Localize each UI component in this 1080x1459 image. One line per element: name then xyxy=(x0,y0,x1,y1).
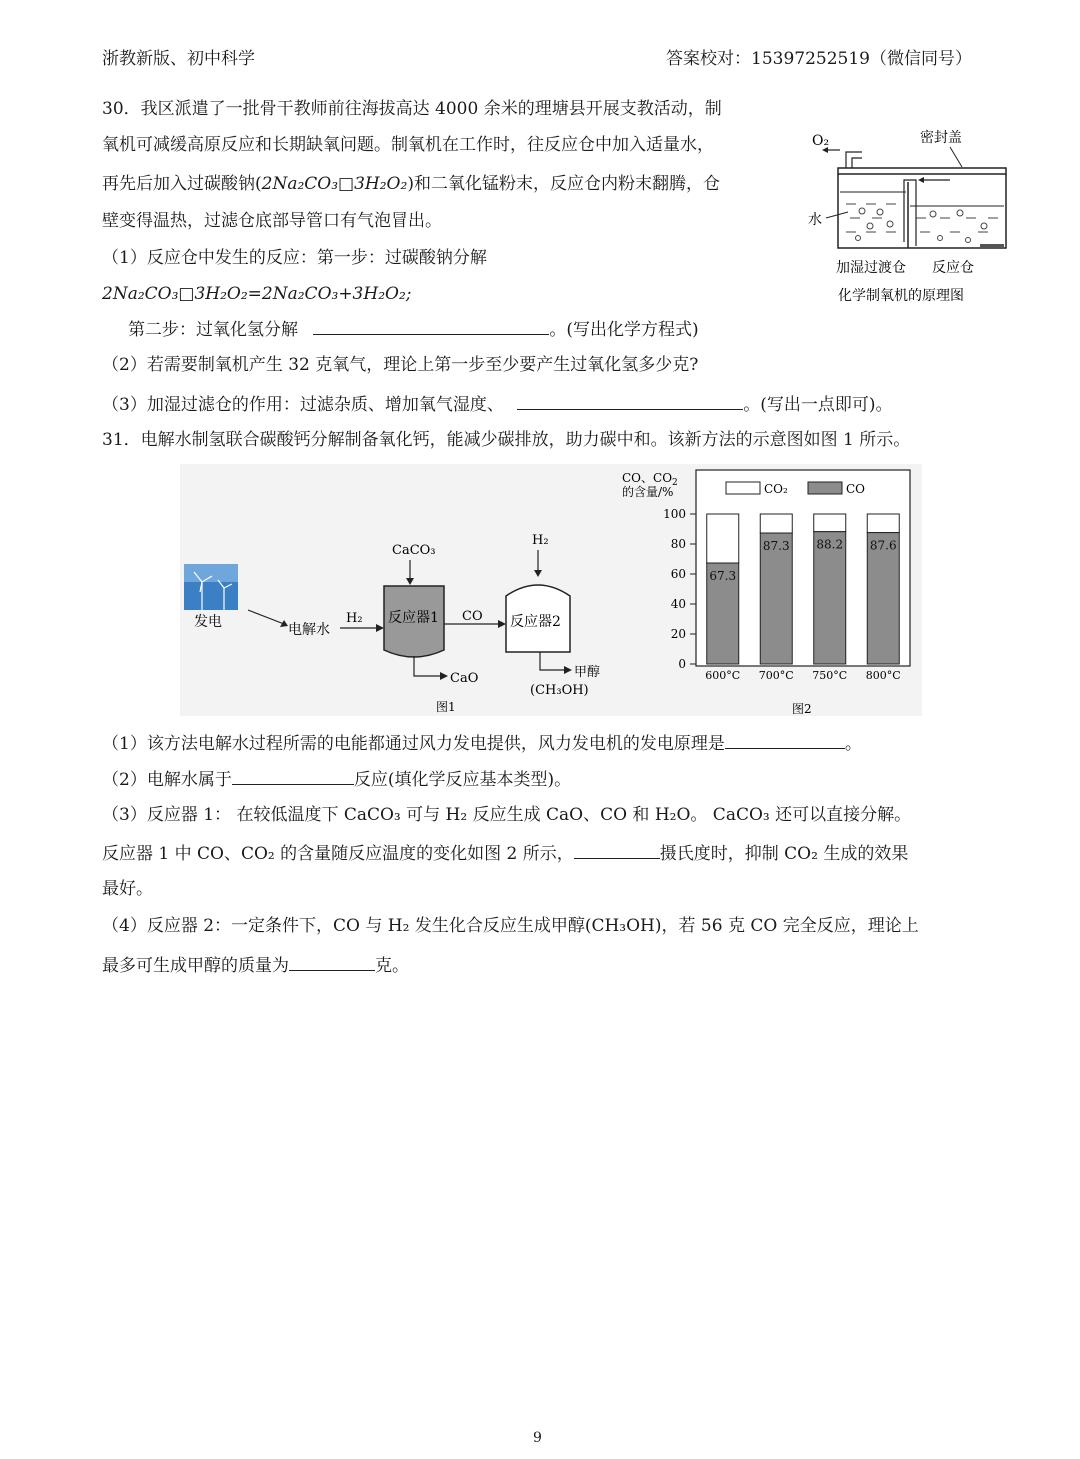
q31-sub2-label: （2）电解水属于 xyxy=(102,770,232,790)
q30-sub3-suffix: 。(写出一点即可)。 xyxy=(743,395,893,415)
co-label: CO xyxy=(462,609,483,624)
methanol-label: 甲醇 xyxy=(574,665,601,680)
q31-sub1-label: （1）该方法电解水过程所需的电能都通过风力发电提供，风力发电机的发电原理是 xyxy=(102,734,725,754)
legend-co2-label: CO₂ xyxy=(764,482,788,496)
gas-arrow-head-inner xyxy=(918,177,924,183)
tank-outline xyxy=(838,174,1006,248)
legend-co-label: CO xyxy=(846,482,866,496)
q31-sub4-line2 xyxy=(102,952,409,978)
y-tick-label: 0 xyxy=(678,657,686,671)
header-left: 浙教新版、初中科学 xyxy=(102,49,255,69)
q31-sub3-line3: 最好。 xyxy=(102,879,153,899)
x-tick-label-0: 600°C xyxy=(705,669,741,682)
answer-blank-temperature[interactable] xyxy=(574,840,660,859)
o2-outlet-tube xyxy=(846,152,862,168)
q31-sub4-line1: （4）反应器 2：一定条件下，CO 与 H₂ 发生化合反应生成甲醇(CH₃OH)，若 56 克 CO 完全反应，理论上 xyxy=(102,916,919,936)
q30-line4: 壁变得温热，过滤仓底部导管口有气泡冒出。 xyxy=(102,211,442,231)
q31-sub3-line2-a: 反应器 1 中 CO、CO₂ 的含量随反应温度的变化如图 2 所示， xyxy=(102,844,574,864)
arrow-methanol xyxy=(564,666,572,674)
q31-sub1-suffix: 。 xyxy=(844,734,862,754)
figure2-caption: 图2 xyxy=(792,702,812,716)
answer-blank-step2[interactable] xyxy=(313,316,549,335)
water-dashes-right xyxy=(916,218,998,232)
arrow-caco3 xyxy=(406,578,414,585)
oxygen-generator-svg xyxy=(800,120,1020,310)
answer-blank-methanol-mass[interactable] xyxy=(289,952,375,971)
q30-step2-label: 第二步：过氧化氢分解 xyxy=(128,320,298,340)
q30-line1: 30．我区派遣了一批骨干教师前往海拔高达 4000 余米的理塘县开展支教活动，制 xyxy=(102,99,722,119)
bar-co2-3 xyxy=(867,514,899,533)
figure2-chart xyxy=(620,464,922,716)
water-label: 水 xyxy=(808,212,822,228)
caco3-label: CaCO₃ xyxy=(392,543,436,558)
y-ticks xyxy=(663,507,696,671)
figure1 xyxy=(180,464,620,716)
water-pointer xyxy=(826,212,848,218)
answer-blank-wind[interactable] xyxy=(725,730,845,749)
figure2 xyxy=(620,464,922,716)
power-label: 发电 xyxy=(194,614,222,630)
bubbles-left xyxy=(856,208,894,241)
q30-line2: 氧机可减缓高原反应和长期缺氧问题。制氧机在工作时，往反应仓中加入适量水， xyxy=(102,135,714,155)
diagram-caption: 化学制氧机的原理图 xyxy=(838,288,964,304)
h2-top-label: H₂ xyxy=(532,533,549,548)
q30-step2-suffix: 。(写出化学方程式) xyxy=(549,320,699,340)
h2-label: H₂ xyxy=(346,611,363,626)
figure1-svg xyxy=(180,464,620,716)
arrow-cao xyxy=(440,672,448,680)
data-label-0: 67.3 xyxy=(709,569,737,584)
y-axis-label-line1: CO、$CO_2$ xyxy=(622,471,678,488)
y-tick-label: 100 xyxy=(663,507,686,521)
q30-sub3-label: （3）加湿过滤仓的作用：过滤杂质、增加氧气湿度、 xyxy=(102,395,504,415)
oxygen-generator-diagram xyxy=(800,120,1020,310)
q31-sub3-line1: （3）反应器 1： 在较低温度下 CaCO₃ 可与 H₂ 反应生成 CaO、CO 和 H₂O。 CaCO₃ 还可以直接分解。 xyxy=(102,805,912,825)
arrow-h2-top xyxy=(534,570,542,577)
y-tick-label: 80 xyxy=(670,537,686,551)
x-tick-label-2: 750°C xyxy=(812,669,848,682)
bar-co2-1 xyxy=(760,514,792,533)
data-label-2: 88.2 xyxy=(816,537,844,552)
legend-co-swatch xyxy=(808,482,842,494)
q30-sub1: （1）反应仓中发生的反应：第一步：过碳酸钠分解 xyxy=(102,248,487,268)
q31-intro: 31．电解水制氢联合碳酸钙分解制备氧化钙，能减少碳排放，助力碳中和。该新方法的示意图如图 1 所示。 xyxy=(102,430,911,450)
answer-blank-humidifier[interactable] xyxy=(517,391,743,410)
answer-blank-reaction-type[interactable] xyxy=(232,766,354,785)
x-tick-label-1: 700°C xyxy=(758,669,794,682)
header-right: 答案校对：15397252519（微信同号） xyxy=(666,49,972,69)
q30-sub2: （2）若需要制氧机产生 32 克氧气，理论上第一步至少要产生过氧化氢多少克? xyxy=(102,355,699,375)
y-tick-label: 40 xyxy=(670,597,686,611)
bar-co2-2 xyxy=(814,514,846,532)
electrolysis-label: 电解水 xyxy=(288,622,330,638)
bar-co2-0 xyxy=(707,514,739,563)
y-tick-label: 20 xyxy=(670,627,686,641)
q30-line3-a: 再先后加入过碳酸钠( xyxy=(102,174,262,194)
lid-label: 密封盖 xyxy=(920,130,962,146)
lid-pointer xyxy=(950,147,962,167)
cao-label: CaO xyxy=(450,671,479,686)
y-axis-label-line2: 的含量/% xyxy=(622,485,674,499)
legend-co2-swatch xyxy=(726,482,760,494)
q31-sub2-suffix: 反应(填化学反应基本类型)。 xyxy=(353,770,572,790)
q30-formula: 2Na₂CO₃□3H₂O₂ xyxy=(261,174,408,194)
data-label-1: 87.3 xyxy=(762,539,790,554)
q31-sub1 xyxy=(102,730,862,756)
bubbles-right xyxy=(930,210,987,243)
data-label-3: 87.6 xyxy=(869,538,897,553)
q31-sub3-line2 xyxy=(102,840,908,866)
arrow-co xyxy=(498,620,506,628)
q31-sub3-line2-b: 摄氏度时，抑制 CO₂ 生成的效果 xyxy=(659,844,909,864)
methanol-formula: (CH₃OH) xyxy=(530,683,589,698)
arrow-h2 xyxy=(376,624,384,632)
y-tick-label: 60 xyxy=(670,567,686,581)
q30-sub1-equation: 2Na₂CO₃□3H₂O₂=2Na₂CO₃+3H₂O₂; xyxy=(102,284,412,304)
page-number: 9 xyxy=(533,1430,542,1446)
reactor1-label: 反应器1 xyxy=(388,610,439,626)
powder xyxy=(980,244,1004,248)
reactor2-label: 反应器2 xyxy=(510,614,561,630)
q30-sub3 xyxy=(102,391,893,417)
q31-sub2 xyxy=(102,766,571,792)
o2-label: O₂ xyxy=(812,133,830,149)
x-tick-label-3: 800°C xyxy=(865,669,901,682)
q31-sub4-line2-a: 最多可生成甲醇的质量为 xyxy=(102,956,289,976)
right-tank-label: 反应仓 xyxy=(932,260,974,276)
q30-line3 xyxy=(102,172,720,196)
connecting-tube xyxy=(904,180,916,246)
q30-line3-b: )和二氧化锰粉末，反应仓内粉末翻腾，仓 xyxy=(407,174,720,194)
left-tank-label: 加湿过渡仓 xyxy=(836,260,906,276)
figure1-caption: 图1 xyxy=(436,700,456,714)
sealed-lid xyxy=(838,168,1006,174)
q30-step2 xyxy=(128,316,699,342)
q31-sub4-line2-b: 克。 xyxy=(375,956,409,976)
water-dashes-left xyxy=(846,204,896,232)
